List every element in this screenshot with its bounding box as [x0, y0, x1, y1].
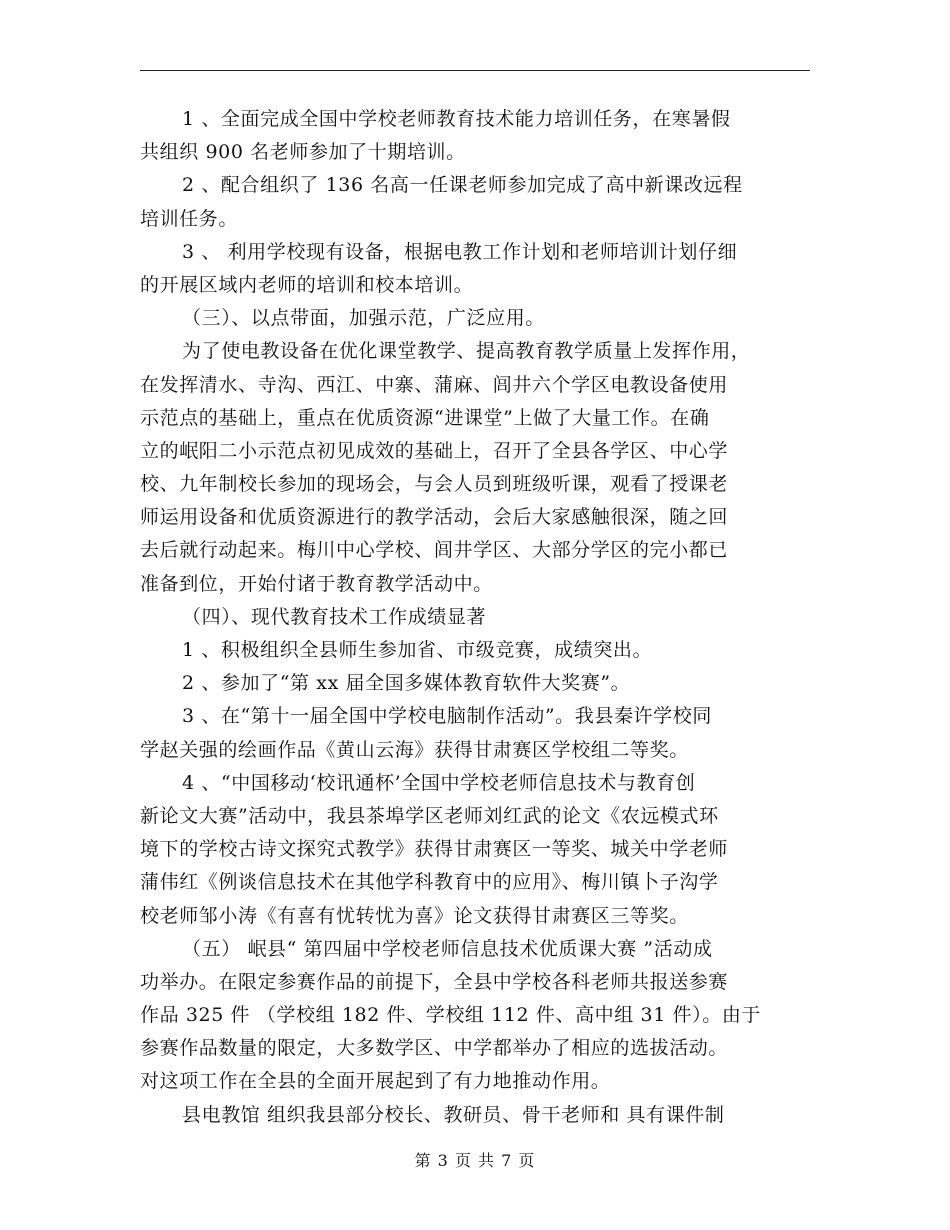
text-line: 功举办。在限定参赛作品的前提下，全县中学校各科老师共报送参赛: [140, 970, 729, 993]
text-line: 培训任务。: [140, 207, 239, 230]
text-line: 2 、配合组织了 136 名高一任课老师参加完成了高中新课改远程: [182, 174, 743, 197]
text-line: 示范点的基础上，重点在优质资源“进课堂”上做了大量工作。在确: [140, 406, 710, 429]
text-line: （三）、以点带面，加强示范，广泛应用。: [182, 307, 545, 330]
text-line: 对这项工作在全县的全面开展起到了有力地推动作用。: [140, 1070, 611, 1093]
document-body: [140, 103, 810, 1132]
text-line: 学赵关强的绘画作品《黄山云海》获得甘肃赛区学校组二等奖。: [140, 738, 689, 761]
text-line: 参赛作品数量的限定，大多数学区、中学都举办了相应的选拔活动。: [140, 1037, 729, 1060]
text-line: 4 、“中国移动‘校讯通杯’全国中学校老师信息技术与教育创: [182, 771, 696, 794]
text-line: 3 、在“第十一届全国中学校电脑制作活动”。我县秦许学校同: [182, 705, 712, 728]
text-line: （四）、现代教育技术工作成绩显著: [182, 605, 487, 628]
text-line: 去后就行动起来。梅川中心学校、闾井学区、大部分学区的完小都已: [140, 539, 729, 562]
text-line: 共组织 900 名老师参加了十期培训。: [140, 141, 466, 164]
text-line: 1 、积极组织全县师生参加省、市级竞赛，成绩突出。: [182, 639, 653, 661]
text-line: 为了使电教设备在优化课堂教学、提高教育教学质量上发挥作用，: [182, 340, 751, 363]
header-rule: [140, 70, 810, 71]
text-line: 2 、参加了“第 xx 届全国多媒体教育软件大奖赛”。: [182, 672, 631, 695]
text-line: 新论文大赛”活动中，我县茶埠学区老师刘红武的论文《农远模式环: [140, 804, 719, 827]
text-line: 的开展区域内老师的培训和校本培训。: [140, 273, 474, 296]
text-line: 立的岷阳二小示范点初见成效的基础上，召开了全县各学区、中心学: [140, 439, 729, 462]
text-line: 境下的学校古诗文探究式教学》获得甘肃赛区一等奖、城关中学老师: [140, 838, 729, 861]
text-line: （五） 岷县“ 第四届中学校老师信息技术优质课大赛 ”活动成: [182, 937, 713, 960]
text-line: 校、九年制校长参加的现场会，与会人员到班级听课，观看了授课老: [140, 473, 729, 496]
text-line: 校老师邹小涛《有喜有忧转忧为喜》论文获得甘肃赛区三等奖。: [140, 904, 689, 927]
text-line: 在发挥清水、寺沟、西江、中寨、蒲麻、闾井六个学区电教设备使用: [140, 373, 729, 396]
text-line: 师运用设备和优质资源进行的教学活动，会后大家感触很深，随之回: [140, 506, 729, 529]
page-footer: 第 3 页 共 7 页: [414, 1151, 536, 1170]
text-line: 准备到位，开始付诸于教育教学活动中。: [140, 572, 493, 595]
text-line: 3 、 利用学校现有设备，根据电教工作计划和老师培训计划仔细: [182, 240, 738, 263]
text-line: 作品 325 件 （学校组 182 件、学校组 112 件、高中组 31 件）。由于: [140, 1004, 762, 1027]
text-line: 县电教馆 组织我县部分校长、教研员、骨干老师和 具有课件制: [182, 1103, 725, 1126]
text-line: 1 、全面完成全国中学校老师教育技术能力培训任务，在寒暑假: [182, 108, 731, 130]
text-line: 蒲伟红《例谈信息技术在其他学科教育中的应用》、梅川镇卜子沟学: [140, 871, 719, 894]
